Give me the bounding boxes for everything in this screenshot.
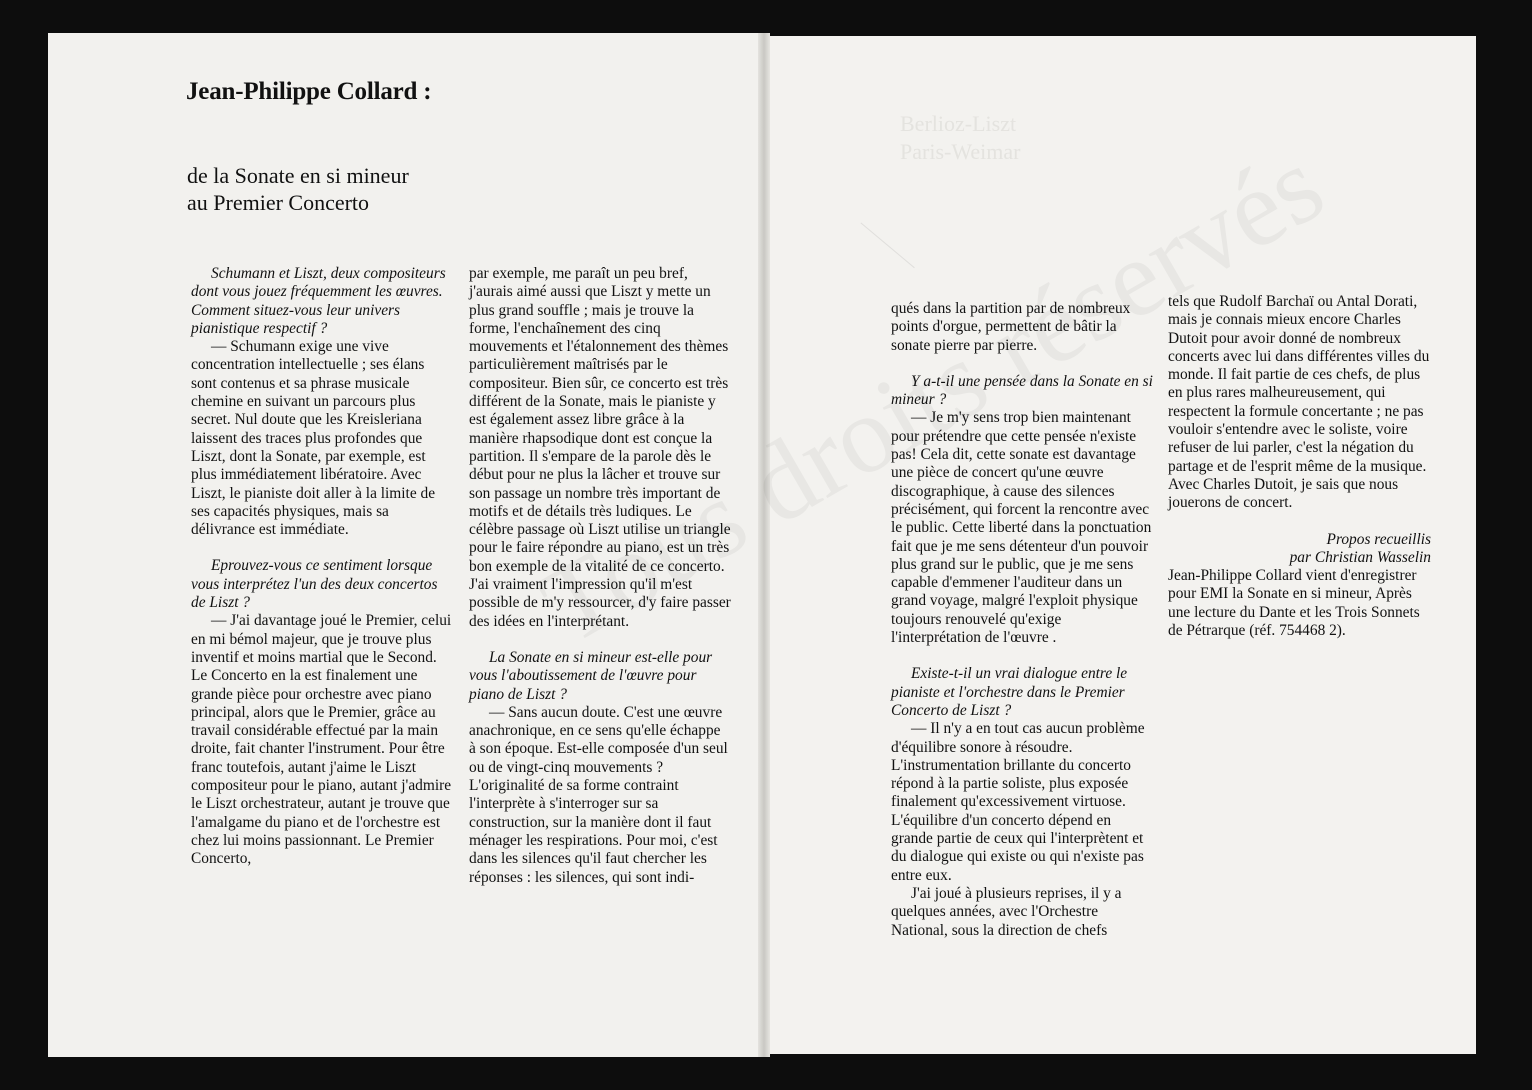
question-3: La Sonate en si mineur est-elle pour vous l'aboutissement de l'œuvre pour piano de Liszt ? [469, 648, 713, 703]
question-4: Y a-t-il une pensée dans la Sonate en si mineur ? [891, 372, 1153, 409]
question-1: Schumann et Liszt, deux compositeurs dont vous jouez fréquemment les œuvres. Comment situez-vous leur univers pianistique respectif ? [191, 265, 446, 337]
answer-3: — Sans aucun doute. C'est une œuvre anachronique, en ce sens qu'elle échappe à son époque. Est-elle composée d'un seul ou de vingt-cinq mouvements ? L'originalité de sa forme contraint l'interprète à s'interroger sur sa construction, sur la manière dont il faut ménager les respirations. Pour moi, c'est dans les silences qu'il faut chercher les réponses : les silences, qui sont indi- [469, 703, 728, 886]
recording-note: Jean-Philippe Collard vient d'enregistrer pour EMI la Sonate en si mineur, Après une lecture du Dante et les Trois Sonnets de Pétrarque (réf. 754468 2). [1168, 567, 1420, 640]
answer-6: J'ai joué à plusieurs reprises, il y a quelques années, avec l'Orchestre National, sous la direction de chefs [891, 884, 1122, 939]
show-through-text: Berlioz-Liszt Paris-Weimar [900, 111, 1021, 164]
question-2: Eprouvez-vous ce sentiment lorsque vous interprétez l'un des deux concertos de Liszt ? [191, 557, 438, 612]
interview-credit: Propos recueillis par Christian Wasselin [1289, 530, 1431, 566]
article-title: Jean-Philippe Collard : [186, 78, 432, 105]
text-column-1 [191, 265, 453, 869]
question-5: Existe-t-il un vrai dialogue entre le pianiste et l'orchestre dans le Premier Concerto de Liszt ? [891, 665, 1128, 719]
answer-2-continued: par exemple, me paraît un peu bref, j'aurais aimé aussi que Liszt y mette un plus grand souffle ; mais je trouve la forme, l'enchaînement des cinq mouvements et l'étalonnement des thèmes particulièrement maîtrisés par le compositeur. Bien sûr, ce concerto est très différent de la Sonate, mais le pianiste y est également assez libre grâce à la manière rhapsodique dont est conçue la partition. Il s'empare de la parole dès le début pour ne plus la lâcher et trouve sur son passage un nombre très important de motifs et de détails très ludiques. Le célèbre passage où Liszt utilise un triangle pour le faire répondre au piano, est un très bon exemple de la vitalité de ce concerto. J'ai vraiment l'impression qu'il m'est possible de m'y ressourcer, d'y faire passer des idées en l'interprétant. [469, 265, 731, 630]
text-column-4 [1168, 293, 1431, 640]
answer-1: — Schumann exige une vive concentration intellectuelle ; ses élans sont contenus et sa phrase musicale chemine en suivant un parcours plus secret. Nul doute que les Kreisleriana laissent des traces plus profondes que Liszt, dont la Sonate, par exemple, est plus immédiatement libératoire. Avec Liszt, le pianiste doit aller à la limite de ses capacités physiques, mais sa délivrance est immédiate. [191, 338, 436, 539]
answer-6-continued: tels que Rudolf Barchaï ou Antal Dorati, mais je connais mieux encore Charles Dutoit pour avoir donné de nombreux concerts avec lui dans différentes villes du monde. Il fait partie de ces chefs, de plus en plus rares malheureusement, qui respectent la formule concertante ; ne pas vouloir s'entendre avec le soliste, voire refuser de lui parler, c'est la négation du partage et de l'esprit même de la musique. Avec Charles Dutoit, je sais que nous jouerons de concert. [1168, 293, 1430, 512]
answer-2: — J'ai davantage joué le Premier, celui en mi bémol majeur, que je trouve plus inventif et moins martial que le Second. Le Concerto en la est finalement une grande pièce pour orchestre avec piano principal, alors que le Premier, grâce au travail considérable effectué par la main droite, fait chanter l'instrument. Pour être franc toutefois, autant j'aime le Liszt compositeur pour le piano, autant j'admire le Liszt orchestrateur, autant je trouve que l'amalgame du piano et de l'orchestre est chez lui moins passionnant. Le Premier Concerto, [191, 612, 452, 868]
answer-3-continued: qués dans la partition par de nombreux points d'orgue, permettent de bâtir la sonate pierre par pierre. [891, 300, 1131, 354]
answer-5: — Il n'y a en tout cas aucun problème d'équilibre sonore à résoudre. L'instrumentation brillante du concerto répond à la partie soliste, plus exposée finalement qu'excessivement virtuose. L'équilibre d'un concerto dépend en grande partie de ceux qui l'interprètent et du dialogue qui existe ou qui n'existe pas entre eux. [891, 720, 1145, 884]
article-subtitle: de la Sonate en si mineur au Premier Concerto [187, 163, 409, 215]
answer-4: — Je m'y sens trop bien maintenant pour prétendre que cette pensée n'existe pas! Cela dit, cette sonate est davantage une pièce de concert qu'une œuvre discographique, à cause des silences précisément, qui forcent la rencontre avec le public. Cette liberté dans la ponctuation fait que je me sens détenteur d'un pouvoir plus grand sur le public, que je me sens capable d'emmener l'auditeur dans un grand voyage, malgré l'exploit physique toujours renouvelé qu'exige l'interprétation de l'œuvre . [891, 409, 1152, 647]
text-column-3 [891, 300, 1153, 940]
text-column-2 [469, 265, 731, 887]
